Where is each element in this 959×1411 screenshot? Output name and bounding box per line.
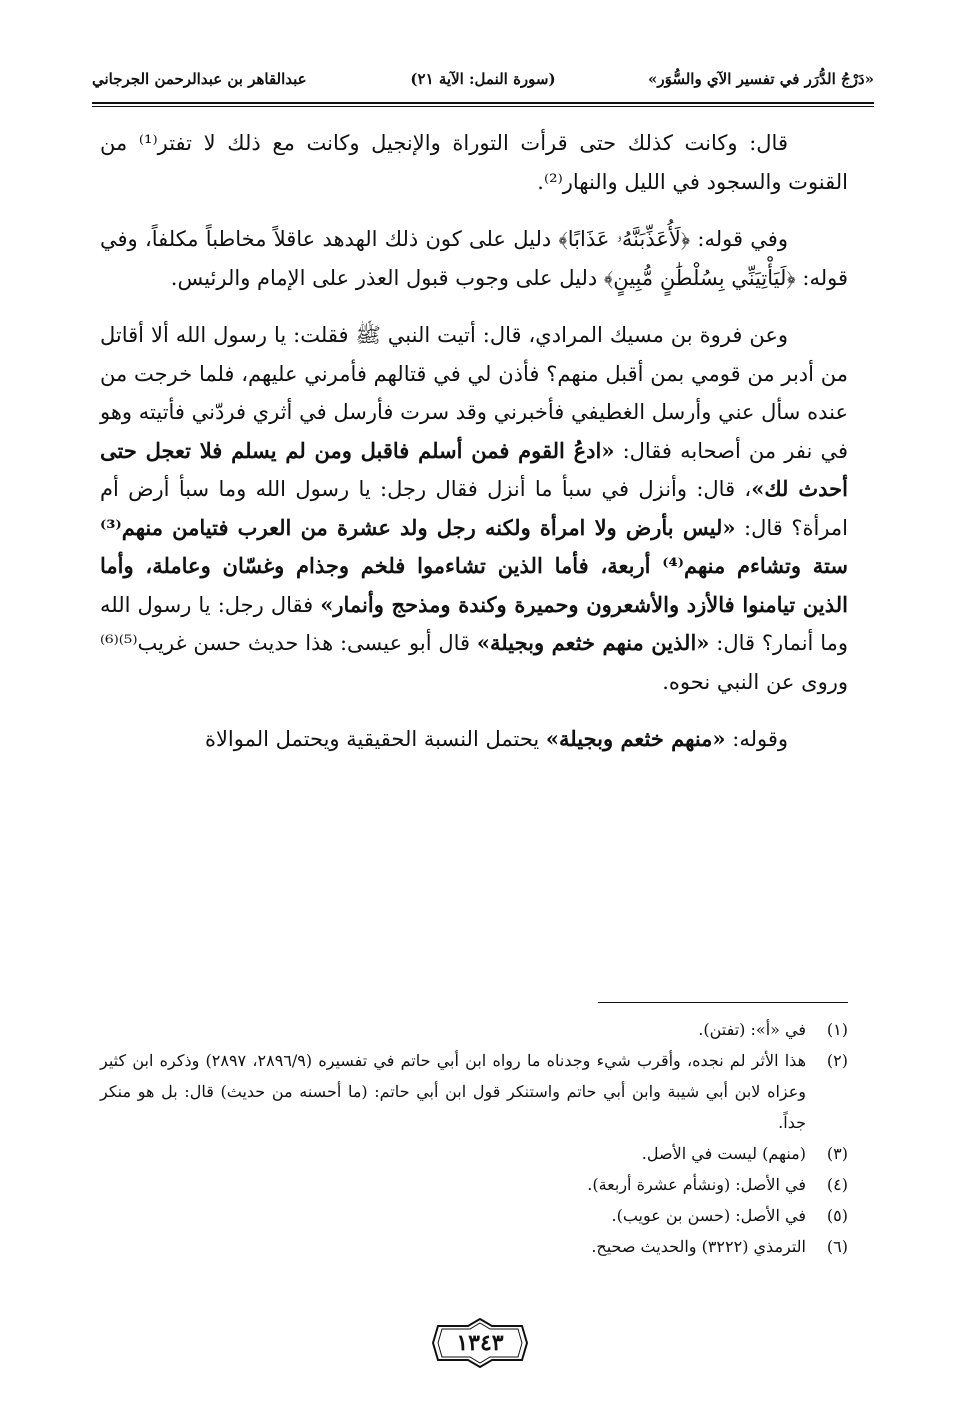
footnote-text: في الأصل: (حسن بن عويب).	[611, 1206, 806, 1225]
footnote-item	[100, 1200, 848, 1231]
footnote-number: (١)	[826, 1020, 848, 1039]
hadith-quote-1: «ادعُ القوم فمن أسلم فاقبل ومن لم يسلم فلا تعجل حتى أحدث لك»	[100, 437, 848, 501]
footnote-item	[100, 1169, 848, 1200]
main-text	[100, 124, 848, 759]
footnotes	[100, 1014, 848, 1262]
paragraph-1: قال: وكانت كذلك حتى قرأت التوراة والإنجيل وكانت مع ذلك لا تفتر⁽¹⁾ من القنوت والسجود في الليل والنهار⁽²⁾.	[100, 131, 848, 194]
p4-text-c: يحتمل النسبة الحقيقية ويحتمل الموالاة	[204, 727, 546, 751]
p3-text-a: وعن فروة بن مسيك المرادي، قال: أتيت النبي ﷺ فقلت: يا رسول الله ألا أقاتل من أدبر من قومي بمن أقبل منهم؟ فأذن لي في قتالهم فأمرني عليهم، فلما خرجت من عنده سأل عني وأرسل الغطيفي فأخبرني وقد سرت فأرسل في أثري فردّني فأتيته وهو في نفر من أصحابه فقال:	[100, 323, 849, 463]
footnote-text: (منهم) ليست في الأصل.	[641, 1144, 806, 1163]
p3-text-e: فقال رجل: يا رسول الله وما أنمار؟ قال:	[100, 592, 848, 655]
footnote-text: الترمذي (٣٢٢٢) والحديث صحيح.	[591, 1237, 806, 1256]
p3-text-c: ، قال: وأنزل في سبأ ما أنزل فقال رجل: يا رسول الله وما سبأ أرض أم امرأة؟ قال:	[100, 477, 848, 540]
header-rule-thin	[92, 106, 874, 107]
footnote-item	[100, 1231, 848, 1262]
footnote-text: في الأصل: (ونشأم عشرة أربعة).	[587, 1175, 806, 1194]
quote-bold: «منهم خثعم وبجيلة»	[545, 726, 726, 751]
page-number: ١٣٤٣	[456, 1330, 504, 1356]
footnote-item	[100, 1138, 848, 1169]
paragraph-3	[100, 316, 848, 701]
paragraph-4	[100, 720, 848, 759]
author-name: عبدالقاهر بن عبدالرحمن الجرجاني	[92, 70, 307, 88]
header-rule	[92, 102, 874, 104]
footnote-separator	[598, 1002, 848, 1003]
footnote-number: (٥)	[826, 1206, 848, 1225]
page-number-ornament	[432, 1318, 528, 1368]
footnote-number: (٦)	[826, 1237, 848, 1256]
p4-text-a: وقوله:	[725, 727, 788, 751]
footnote-text: هذا الأثر لم نجده، وأقرب شيء وجدناه ما رواه ابن أبي حاتم في تفسيره (٢٨٩٦/٩، ٢٨٩٧) وذكره ابن كثير وعزاه لابن أبي شيبة وابن أبي حاتم واستنكر قول ابن أبي حاتم: (ما أحسنه من حديث) قال: بل هو منكر جداً.	[100, 1051, 807, 1132]
footnote-number: (٢)	[826, 1051, 848, 1070]
running-header	[92, 60, 874, 104]
book-title: «دَرْجُ الدُّرَر في تفسير الآي والسُّوَر»	[647, 70, 874, 88]
footnote-item	[100, 1014, 848, 1045]
footnote-number: (٣)	[826, 1144, 848, 1163]
hadith-quote-2: «ليس بأرض ولا امرأة ولكنه رجل ولد عشرة من العرب فتيامن منهم⁽³⁾ ستة وتشاءم منهم⁽⁴⁾ أربعة، فأما الذين تشاءموا فلخم وجذام وغسّان وعاملة، وأما الذين تيامنوا فالأزد والأشعرون وحميرة وكندة ومذحج وأنمار»	[100, 514, 849, 617]
paragraph-2: وفي قوله: ﴿لَأُعَذِّبَنَّهُۥ عَذَابًا﴾ دليل على كون ذلك الهدهد عاقلاً مخاطباً مكلفاً، وفي قوله: ﴿لَيَأْتِيَنِّي بِسُلْطَٰنٍ مُّبِينٍ﴾ دليل على وجوب قبول العذر على الإمام والرئيس.	[100, 227, 848, 290]
footnote-item	[100, 1045, 848, 1138]
p3-text-g: قال أبو عيسى: هذا حديث حسن غريب⁽⁵⁾⁽⁶⁾ وروى عن النبي نحوه.	[100, 631, 848, 694]
footnote-number: (٤)	[826, 1175, 848, 1194]
surah-reference: (سورة النمل: الآية ٢١)	[410, 70, 556, 88]
hadith-quote-3: «الذين منهم خثعم وبجيلة»	[476, 630, 710, 655]
footnote-text: في «أ»: (تفتن).	[698, 1020, 806, 1039]
